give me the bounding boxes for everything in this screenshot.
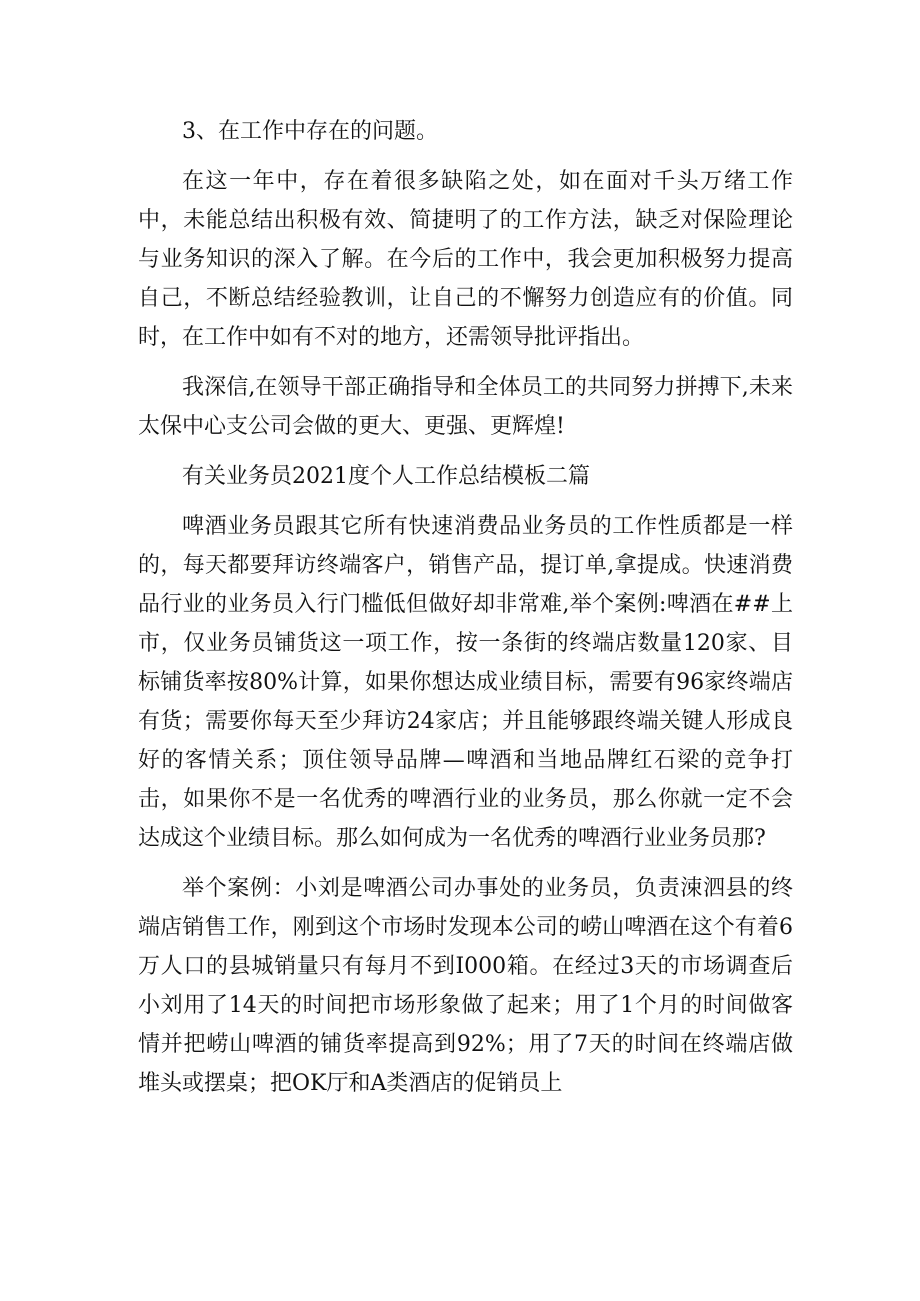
paragraph-beer-salesman: 啤酒业务员跟其它所有快速消费品业务员的工作性质都是一样的，每天都要拜访终端客户，销售产品，提订单,拿提成。快速消费品行业的业务员入行门槛低但做好却非常难,举个案例:啤酒在##上市，仅业务员铺货这一项工作，按一条街的终端店数量120家、目标铺货率按80%计算，如果你想达成业绩目标，需要有96家终端店有货；需要你每天至少拜访24家店；并且能够跟终端关键人形成良好的客情关系；顶住领导品牌—啤酒和当地品牌红石梁的竞争打击，如果你不是一名优秀的啤酒行业的业务员，那么你就一定不会达成这个业绩目标。那么如何成为一名优秀的啤酒行业业务员那? — [138, 514, 793, 851]
paragraph-case-study: 举个案例：小刘是啤酒公司办事处的业务员，负责涑泗县的终端店销售工作，刚到这个市场时发现本公司的崂山啤酒在这个有着6万人口的县城销量只有每月不到I000箱。在经过3天的市场调查后小刘用了14天的时间把市场形象做了起来；用了1个月的时间做客情并把崂山啤酒的铺货率提高到92%；用了7天的时间在终端店做堆头或摆桌；把OK厅和A类酒店的促销员上 — [138, 876, 793, 1096]
article-title: 有关业务员2021度个人工作总结模板二篇 — [182, 464, 590, 489]
paragraph-shortcomings: 在这一年中，存在着很多缺陷之处，如在面对千头万绪工作中，未能总结出积极有效、简捷明了的工作方法，缺乏对保险理论与业务知识的深入了解。在今后的工作中，我会更加积极努力提高自己，不断总结经验教训，让自己的不懈努力创造应有的价值。同时，在工作中如有不对的地方，还需领导批评指出。 — [138, 169, 793, 350]
paragraph-conviction: 我深信,在领导干部正确指导和全体员工的共同努力拼搏下,未来太保中心支公司会做的更大、更强、更辉煌! — [138, 375, 793, 439]
section-heading: 3、在工作中存在的问题。 — [182, 119, 438, 144]
document-body — [138, 112, 793, 1103]
